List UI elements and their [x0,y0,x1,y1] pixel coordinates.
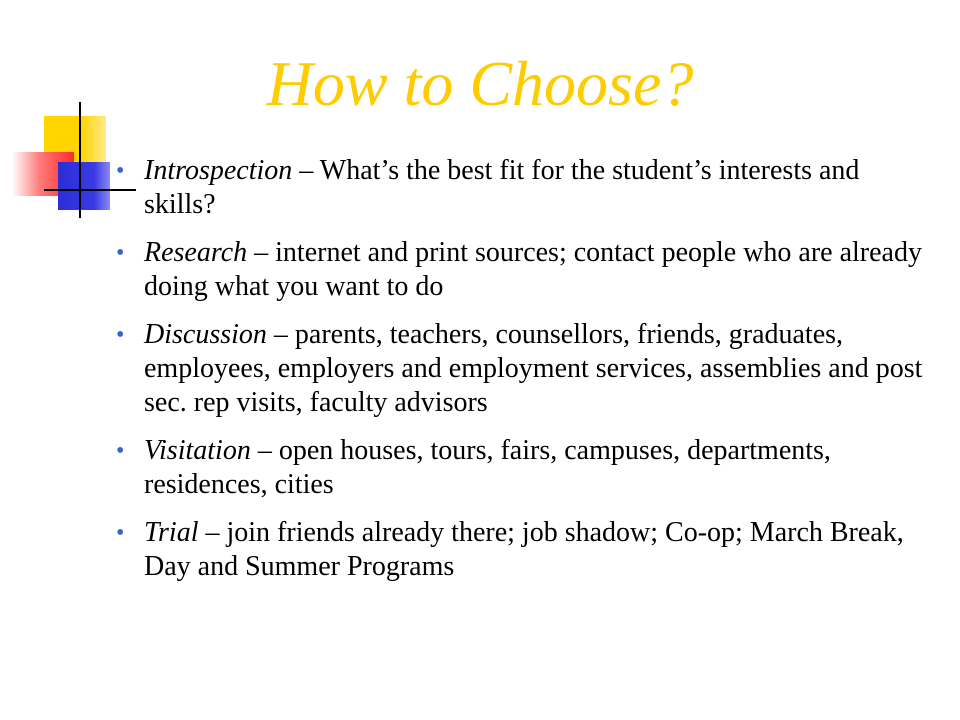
bullet-icon: • [116,240,125,266]
bullet-icon: • [116,322,125,348]
item-term: Discussion [144,319,267,350]
item-term: Visitation [144,435,251,466]
bullet-icon: • [116,158,125,184]
bullet-icon: • [116,438,125,464]
item-text: – open houses, tours, fairs, campuses, departments, residences, cities [144,435,831,500]
list-item [116,434,936,502]
list-item [116,154,936,222]
item-text: – What’s the best fit for the student’s interests and skills? [144,155,860,220]
slide-title: How to Choose? [266,48,694,119]
bullet-list [116,154,936,598]
blue-square [58,162,110,210]
list-item [116,318,936,420]
list-item [116,236,936,304]
bullet-icon: • [116,520,125,546]
item-term: Trial [144,517,199,548]
item-text: – parents, teachers, counsellors, friends, graduates, employees, employers and employment services, assemblies and post sec. rep visits, faculty advisors [144,319,923,418]
item-text: – internet and print sources; contact people who are already doing what you want to do [144,237,922,302]
item-term: Introspection [144,155,293,186]
item-text: – join friends already there; job shadow; Co-op; March Break, Day and Summer Programs [144,517,904,582]
item-term: Research [144,237,248,268]
list-item [116,516,936,584]
